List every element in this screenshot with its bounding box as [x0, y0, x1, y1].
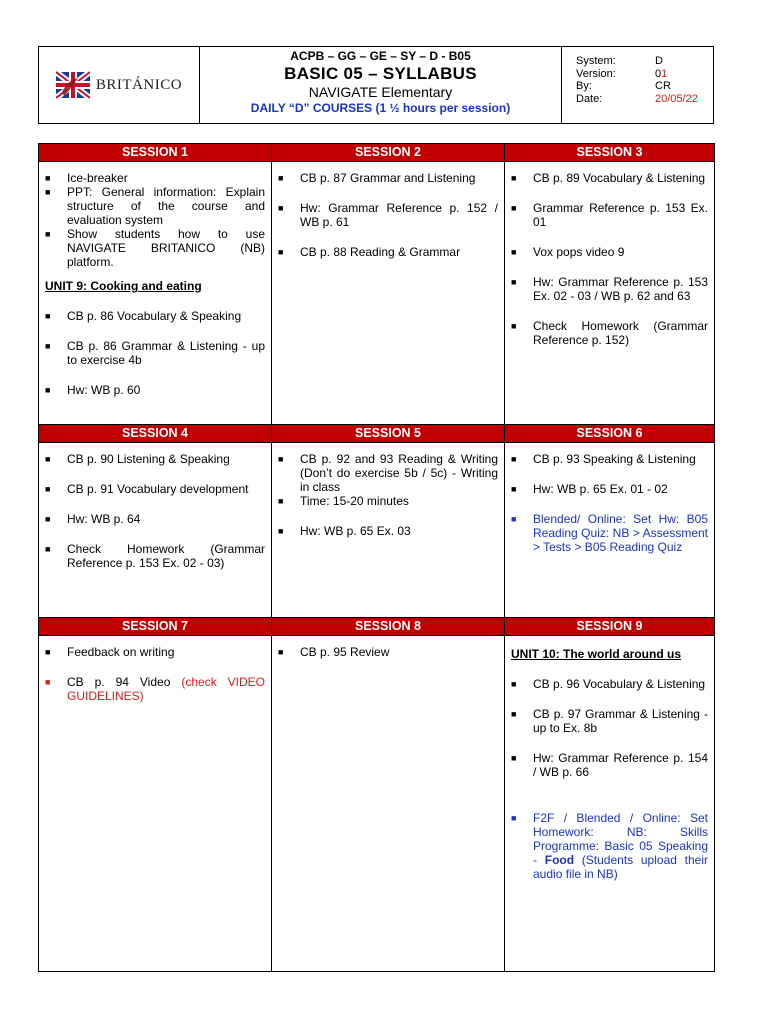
session-9-cell — [505, 618, 714, 971]
sessions-row-2 — [39, 425, 714, 617]
session-2-title: SESSION 2 — [272, 144, 504, 162]
list-item: ■ CB p. 89 Vocabulary & Listening — [511, 171, 706, 185]
session-3-title: SESSION 3 — [505, 144, 714, 162]
list-item: ■ CB p. 95 Review — [278, 645, 390, 659]
list-item: ■ Check Homework (Grammar Reference p. 152) — [511, 319, 708, 347]
session-2-cell — [272, 144, 505, 424]
sessions-table — [38, 143, 715, 972]
list-item: ■ Check Homework (Grammar Reference p. 153 Ex. 02 - 03) — [45, 542, 265, 570]
list-item: ■ Time: 15-20 minutes — [278, 494, 409, 508]
document-subtitle: NAVIGATE Elementary — [308, 84, 453, 100]
sessions-row-3 — [39, 618, 714, 971]
list-item: ■ Hw: WB p. 65 Ex. 01 - 02 — [511, 482, 668, 496]
header-title-block — [200, 47, 562, 123]
logo-cell — [39, 47, 200, 123]
session-7-cell — [39, 618, 272, 971]
unit-10-heading: UNIT 10: The world around us — [511, 647, 682, 661]
list-item: ■ CB p. 90 Listening & Speaking — [45, 452, 230, 466]
list-item: ■ CB p. 94 Video (check VIDEO GUIDELINES) — [45, 675, 265, 703]
britanico-flag-icon — [56, 70, 90, 100]
session-4-cell — [39, 425, 272, 617]
list-item: ■ Feedback on writing — [45, 645, 175, 659]
session-1-title: SESSION 1 — [39, 144, 271, 162]
info-by: By: CR — [576, 80, 671, 92]
list-item: ■ CB p. 96 Vocabulary & Listening — [511, 677, 706, 691]
info-date: Date: 20/05/22 — [576, 92, 698, 105]
session-5-title: SESSION 5 — [272, 425, 504, 443]
document-header — [38, 46, 714, 124]
sessions-row-1 — [39, 144, 714, 424]
list-item: ■ Hw: Grammar Reference p. 152 / WB p. 61 — [278, 201, 498, 229]
list-item: ■ CB p. 87 Grammar and Listening — [278, 171, 476, 185]
list-item: ■ CB p. 93 Speaking & Listening — [511, 452, 696, 466]
list-item: ■ Hw: WB p. 60 — [45, 383, 141, 397]
session-8-title: SESSION 8 — [272, 618, 504, 636]
list-item: ■ Blended/ Online: Set Hw: B05 Reading Quiz: NB > Assessment > Tests > B05 Reading Quiz — [511, 512, 708, 554]
session-3-cell — [505, 144, 714, 424]
unit-9-heading: UNIT 9: Cooking and eating — [45, 279, 202, 293]
list-item: ■ PPT: General information: Explain structure of the course and evaluation system — [45, 185, 265, 227]
daily-courses-note: DAILY “D” COURSES (1 ½ hours per session) — [250, 101, 511, 115]
list-item: ■ CB p. 91 Vocabulary development — [45, 482, 249, 496]
session-8-cell — [272, 618, 505, 971]
list-item: ■ Hw: Grammar Reference p. 154 / WB p. 66 — [511, 751, 708, 779]
session-6-title: SESSION 6 — [505, 425, 714, 443]
list-item: ■ CB p. 86 Vocabulary & Speaking — [45, 309, 242, 323]
list-item: ■ F2F / Blended / Online: Set Homework: NB: Skills Programme: Basic 05 Speaking - Food (Students upload their audio file in NB) — [511, 811, 708, 881]
list-item: ■ Ice-breaker — [45, 171, 128, 185]
session-5-cell — [272, 425, 505, 617]
list-item: ■ CB p. 86 Grammar & Listening - up to exercise 4b — [45, 339, 265, 367]
info-system: System: D — [576, 55, 663, 67]
session-1-cell — [39, 144, 272, 424]
list-item: ■ Show students how to use NAVIGATE BRITANICO (NB) platform. — [45, 227, 265, 269]
list-item: ■ CB p. 92 and 93 Reading & Writing (Don’t do exercise 5b / 5c) - Writing in class — [278, 452, 498, 494]
list-item: ■ Hw: Grammar Reference p. 153 Ex. 02 - 03 / WB p. 62 and 63 — [511, 275, 708, 303]
session-9-title: SESSION 9 — [505, 618, 714, 636]
logo-text: BRITÁNICO — [95, 76, 183, 93]
document-code: ACPB – GG – GE – SY – D - B05 — [290, 49, 471, 63]
session-6-cell — [505, 425, 714, 617]
list-item: ■ Hw: WB p. 64 — [45, 512, 141, 526]
list-item: ■ CB p. 88 Reading & Grammar — [278, 245, 461, 259]
list-item: ■ Hw: WB p. 65 Ex. 03 — [278, 524, 411, 538]
list-item: ■ Vox pops video 9 — [511, 245, 625, 259]
info-version: Version: 01 — [576, 67, 668, 80]
document-title: BASIC 05 – SYLLABUS — [284, 64, 477, 83]
list-item: ■ Grammar Reference p. 153 Ex. 01 — [511, 201, 708, 229]
list-item: ■ CB p. 97 Grammar & Listening - up to Ex. 8b — [511, 707, 708, 735]
session-7-title: SESSION 7 — [39, 618, 271, 636]
document-info — [562, 47, 713, 123]
session-4-title: SESSION 4 — [39, 425, 271, 443]
